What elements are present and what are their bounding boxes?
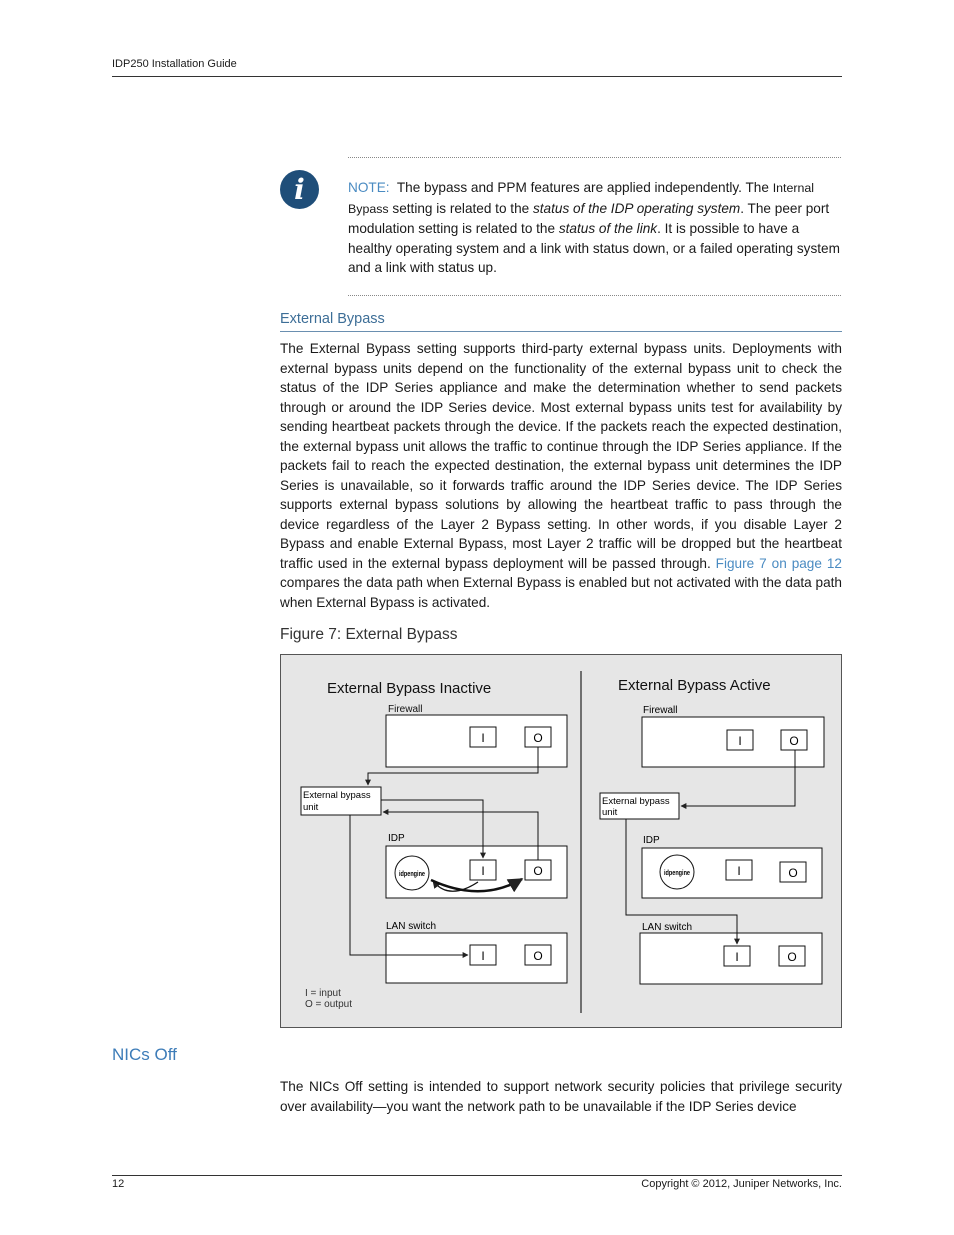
copyright: Copyright © 2012, Juniper Networks, Inc. — [641, 1178, 842, 1190]
nics-off-paragraph: The NICs Off setting is intended to support network security policies that privilege security over availability—you want the network path to be unavailable if the IDP Series device — [280, 1079, 842, 1114]
lan-input-label-right: I — [735, 950, 739, 964]
section-paragraph-end: compares the data path when External Bypass is enabled but not activated with the data path when External Bypass is activated. — [280, 575, 842, 610]
firewall-output-label-left: O — [533, 731, 543, 745]
figure-diagram — [280, 654, 842, 1028]
idp-output-label-right: O — [788, 866, 798, 880]
note-text-6: status of the link — [558, 221, 658, 237]
idp-engine-label-right: idpengine — [664, 870, 691, 877]
note-internal-bypass: Internal Bypass — [348, 181, 815, 216]
note-text-4: status of the IDP operating system — [532, 200, 741, 216]
nics-off-heading: NICs Off — [112, 1045, 177, 1064]
note-top-rule — [348, 157, 841, 158]
firewall-label-right: Firewall — [643, 705, 678, 716]
idp-input-label-left: I — [481, 864, 485, 878]
inactive-title: External Bypass Inactive — [327, 680, 492, 697]
firewall-input-label-left: I — [481, 731, 485, 745]
header-rule — [112, 76, 842, 77]
idp-label-left: IDP — [388, 833, 405, 844]
note-text — [348, 178, 842, 278]
note-text-5: . The peer port modulation setting is related to the — [348, 200, 830, 237]
footer-rule — [112, 1175, 842, 1176]
active-title: External Bypass Active — [618, 677, 771, 694]
bypass-unit-label2-left: unit — [303, 802, 319, 813]
page-number: 12 — [112, 1178, 125, 1190]
bypass-unit-label2-right: unit — [602, 807, 618, 818]
note-text-3: setting is related to the — [388, 200, 533, 216]
figure-link[interactable]: Figure 7 on page 12 — [715, 555, 842, 571]
idp-output-label-left: O — [533, 864, 543, 878]
firewall-label-left: Firewall — [388, 704, 423, 715]
bypass-unit-label-left: External bypass — [303, 790, 371, 801]
bypass-unit-label-right: External bypass — [602, 796, 670, 807]
running-header: IDP250 Installation Guide — [112, 58, 237, 70]
figure-caption: Figure 7: External Bypass — [280, 626, 458, 643]
idp-input-label-right: I — [737, 864, 741, 878]
section-paragraph-text: The External Bypass setting supports third-party external bypass units. Deployments with external bypass units depend on the functionality of the external bypass unit to check the status of the IDP Series appliance and make the determination whether to send packets through or around the IDP Series device. Most external bypass units test for availability by sending heartbeat packets through the device. If the packets reach the expected destination, the external bypass unit allows the traffic to continue through the IDP Series appliance. If the packets fail to reach the expected destination, the external bypass unit determines the IDP Series is unavailable, so it forwards traffic around the IDP Series device. The IDP Series supports external bypass solutions by allowing the heartbeat traffic to pass through the device regardless of the Layer 2 Bypass setting. In other words, if you disable Layer 2 Bypass and enable External Bypass, most Layer 2 traffic will be dropped but the heartbeat traffic used in the external bypass deployment will be passed through. — [280, 341, 842, 571]
legend-output: O = output — [305, 999, 352, 1010]
lan-label-left: LAN switch — [386, 921, 437, 932]
lan-output-label-left: O — [533, 949, 543, 963]
section-paragraph — [280, 339, 842, 612]
idp-label-right: IDP — [643, 835, 660, 846]
note-text-7: . It is possible to have a healthy operating system and a link with status down, or a failed operating system and a link with status up. — [348, 221, 840, 276]
lan-output-label-right: O — [787, 950, 797, 964]
section-heading-rule — [280, 331, 842, 332]
note-label: NOTE: — [348, 180, 390, 195]
info-icon: i — [280, 170, 319, 209]
firewall-output-label-right: O — [789, 734, 799, 748]
note-text-1: The bypass and PPM features are applied independently. The — [396, 180, 773, 195]
legend-input: I = input — [305, 988, 341, 999]
lan-input-label-left: I — [481, 949, 485, 963]
note-bottom-rule — [348, 295, 841, 296]
section-heading: External Bypass — [280, 311, 385, 327]
idp-engine-label-left: idpengine — [399, 871, 426, 878]
lan-label-right: LAN switch — [642, 922, 693, 933]
firewall-input-label-right: I — [738, 734, 742, 748]
